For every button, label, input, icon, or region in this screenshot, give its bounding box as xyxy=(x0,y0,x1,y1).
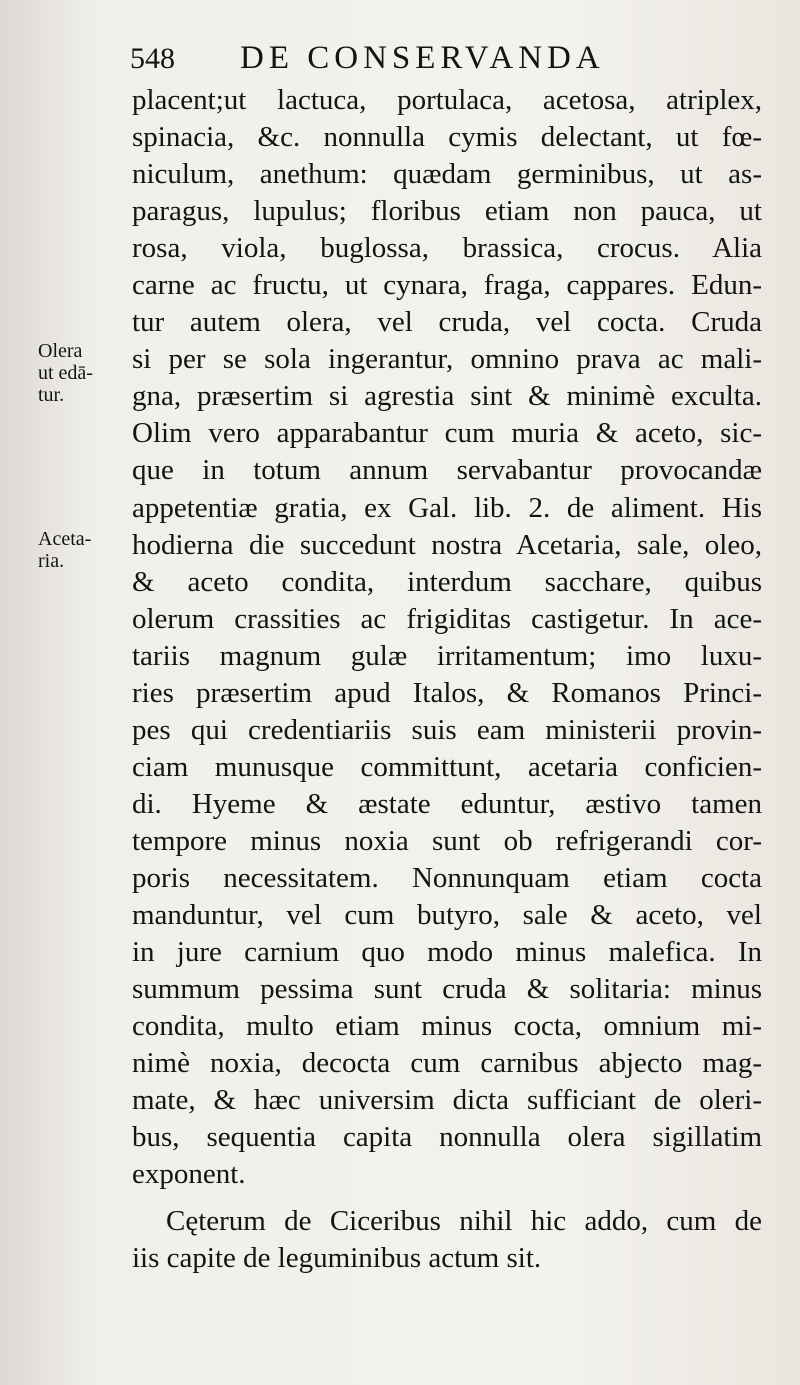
closing-line: Cęterum de Ciceribus nihil hic addo, cum de xyxy=(166,1205,762,1238)
text-line: appetentiæ gratia, ex Gal. lib. 2. de aliment. His xyxy=(132,491,762,524)
text-line: que in totum annum servabantur provocandæ xyxy=(132,454,762,487)
text-line: placent;ut lactuca, portulaca, acetosa, atriplex, xyxy=(132,84,762,116)
text-line: pes qui credentiariis suis eam ministerii provin- xyxy=(132,713,762,746)
text-line: rosa, viola, buglossa, brassica, crocus. Alia xyxy=(132,232,762,265)
text-line: nimè noxia, decocta cum carnibus abjecto mag- xyxy=(132,1047,762,1080)
text-line: carne ac fructu, ut cynara, fraga, cappares. Edun- xyxy=(132,269,762,302)
running-title: DE CONSERVANDA xyxy=(240,40,605,76)
text-line: bus, sequentia capita nonnulla olera sigillatim xyxy=(132,1121,762,1154)
text-line: tur autem olera, vel cruda, vel cocta. Cruda xyxy=(132,306,762,339)
margin-note-olera: Olera ut edā- tur. xyxy=(38,340,93,406)
text-line: ciam munusque committunt, acetaria conficien- xyxy=(132,750,762,783)
text-line: ries præsertim apud Italos, & Romanos Princi- xyxy=(132,676,762,709)
text-line: in jure carnium quo modo minus malefica. In xyxy=(132,936,762,969)
text-line: niculum, anethum: quædam germinibus, ut as- xyxy=(132,158,762,191)
margin-note-acetaria: Aceta- ria. xyxy=(38,528,92,572)
text-line: di. Hyeme & æstate eduntur, æstivo tamen xyxy=(132,787,762,820)
text-line: & aceto condita, interdum sacchare, quibus xyxy=(132,565,762,598)
page-number: 548 xyxy=(130,42,175,75)
text-line: gna, præsertim si agrestia sint & minimè exculta. xyxy=(132,380,762,413)
page-header xyxy=(130,40,690,82)
text-line: manduntur, vel cum butyro, sale & aceto, vel xyxy=(132,899,762,932)
text-line: olerum crassities ac frigiditas castigetur. In ace- xyxy=(132,602,762,635)
closing-line: iis capite de leguminibus actum sit. xyxy=(132,1242,542,1275)
text-line: condita, multo etiam minus cocta, omnium mi- xyxy=(132,1010,762,1043)
text-line: spinacia, &c. nonnulla cymis delectant, ut fœ- xyxy=(132,121,762,154)
text-line: hodierna die succedunt nostra Acetaria, sale, oleo, xyxy=(132,528,762,561)
text-line: tempore minus noxia sunt ob refrigerandi cor- xyxy=(132,824,762,857)
text-line: Olim vero apparabantur cum muria & aceto, sic- xyxy=(132,417,762,450)
text-line: mate, & hæc universim dicta sufficiant de oleri- xyxy=(132,1084,762,1117)
text-line: tariis magnum gulæ irritamentum; imo luxu- xyxy=(132,639,762,672)
text-line: poris necessitatem. Nonnunquam etiam cocta xyxy=(132,861,762,894)
text-line: si per se sola ingerantur, omnino prava ac mali- xyxy=(132,343,762,376)
text-line: summum pessima sunt cruda & solitaria: minus xyxy=(132,973,762,1006)
body-text xyxy=(132,82,762,1278)
text-line: paragus, lupulus; floribus etiam non pauca, ut xyxy=(132,195,762,228)
text-line: exponent. xyxy=(132,1158,246,1191)
